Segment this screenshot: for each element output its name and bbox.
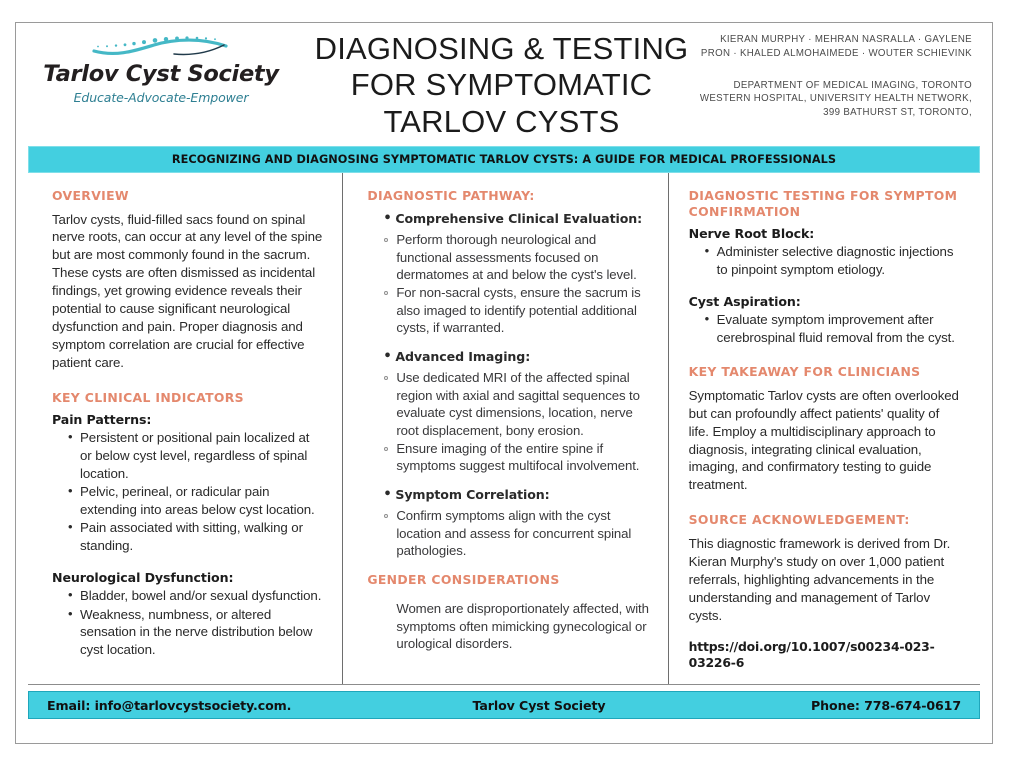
column-left — [28, 173, 343, 684]
list-item: • Pain associated with sitting, walking or standing. — [68, 519, 324, 554]
list-item: • Comprehensive Clinical Evaluation: — [383, 211, 649, 228]
list-item: Ensure imaging of the entire spine if symptoms suggest multifocal involvement. — [383, 440, 649, 475]
diagnostic-testing-heading: DIAGNOSTIC TESTING FOR SYMPTOM CONFIRMATION — [688, 188, 958, 219]
poster-header — [16, 23, 992, 146]
footer-organization: Tarlov Cyst Society — [472, 697, 606, 713]
pathway-sub-list — [367, 369, 649, 475]
pain-patterns-heading: Pain Patterns: — [52, 412, 152, 428]
gender-considerations-text: Women are disproportionately affected, with symptoms often mimicking gynecological or urological disorders. — [396, 601, 649, 652]
pathway-sub-list — [367, 231, 649, 337]
author-list: KIERAN MURPHY · MEHRAN NASRALLA · GAYLENE PRON · KHALED ALMOHAIMEDE · WOUTER SCHIEVINK — [700, 34, 972, 59]
list-item: Confirm symptoms align with the cyst location and assess for concurrent spinal pathologies. — [383, 507, 649, 559]
overview-heading: OVERVIEW — [52, 188, 129, 203]
diagnostic-pathway-heading: DIAGNOSTIC PATHWAY: — [367, 188, 535, 203]
gender-considerations-heading: GENDER CONSIDERATIONS — [367, 571, 560, 587]
key-clinical-indicators-heading: KEY CLINICAL INDICATORS — [52, 389, 244, 405]
pathway-group — [367, 487, 649, 560]
cyst-aspiration-heading: Cyst Aspiration: — [688, 294, 801, 310]
pathway-sub-list — [367, 507, 649, 559]
organization-logo — [16, 23, 306, 105]
pain-patterns-list — [52, 429, 324, 554]
column-right — [669, 173, 980, 684]
poster-container — [15, 22, 993, 744]
list-item: Use dedicated MRI of the affected spinal region with axial and sagittal sequences to evaluate cyst dimensions, location, nerve root displacement, bony erosion. — [383, 369, 649, 439]
list-item: • Bladder, bowel and/or sexual dysfunction. — [68, 587, 324, 605]
key-takeaway-text: Symptomatic Tarlov cysts are often overlooked but can profoundly affect patients' quality of life. Employ a multidisciplinary approach to diagnosis, integrating clinical evaluation, imaging, and confirmatory testing to guide treatment. — [688, 387, 959, 493]
contact-footer — [28, 691, 980, 719]
cyst-aspiration-list — [689, 311, 962, 346]
pathway-group — [367, 211, 649, 337]
logo-tagline: Educate-Advocate-Empower — [73, 89, 249, 105]
pathway-group — [367, 349, 649, 475]
list-item: • Symptom Correlation: — [383, 487, 649, 504]
list-item: • Persistent or positional pain localized at or below cyst level, regardless of spinal location. — [68, 429, 324, 482]
banner-text: RECOGNIZING AND DIAGNOSING SYMPTOMATIC TARLOV CYSTS: A GUIDE FOR MEDICAL PROFESSIONALS — [171, 153, 837, 166]
list-item: Perform thorough neurological and functional assessments focused on dermatomes at and below the cyst's level. — [383, 231, 649, 283]
list-item: For non-sacral cysts, ensure the sacrum is also imaged to identify potential additional cysts, if warranted. — [383, 284, 649, 336]
overview-text: Tarlov cysts, fluid-filled sacs found on spinal nerve roots, can occur at any level of the spine but are most commonly found in the sacrum. These cysts are often dismissed as incidental findings, yet growing evidence reveals their potential to cause significant neurological dysfunction and pain. Proper diagnosis and symptom correlation are crucial for effective patient care. — [52, 211, 323, 370]
list-item: • Weakness, numbness, or altered sensation in the nerve distribution below cyst location. — [68, 606, 324, 659]
source-acknowledgement-heading: SOURCE ACKNOWLEDGEMENT: — [688, 512, 910, 528]
content-columns — [28, 173, 980, 685]
list-item: • Advanced Imaging: — [383, 349, 649, 366]
affiliation-text: DEPARTMENT OF MEDICAL IMAGING, TORONTO WESTERN HOSPITAL, UNIVERSITY HEALTH NETWORK, 399 BATHURST ST, TORONTO, — [699, 79, 972, 119]
list-item: • Evaluate symptom improvement after cerebrospinal fluid removal from the cyst. — [705, 311, 962, 346]
title-block — [306, 23, 697, 140]
pathway-group-title-list — [367, 211, 649, 228]
pathway-group-title-list — [367, 487, 649, 504]
logo-name: Tarlov Cyst Society — [43, 61, 279, 87]
footer-email[interactable]: Email: info@tarlovcystsociety.com. — [47, 697, 292, 713]
nerve-root-block-heading: Nerve Root Block: — [688, 226, 815, 241]
wave-swoosh-icon — [86, 35, 236, 61]
page-title: DIAGNOSING & TESTING FOR SYMPTOMATIC TARLOV CYSTS — [314, 31, 689, 139]
subtitle-banner — [28, 146, 980, 173]
column-middle — [343, 173, 668, 684]
doi-link[interactable]: https://doi.org/10.1007/s00234-023-03226-6 — [688, 638, 935, 671]
nerve-root-block-list — [689, 243, 962, 278]
key-takeaway-heading: KEY TAKEAWAY FOR CLINICIANS — [688, 364, 921, 380]
pathway-group-title-list — [367, 349, 649, 366]
list-item: • Pelvic, perineal, or radicular pain extending into areas below cyst location. — [68, 483, 324, 518]
footer-phone[interactable]: Phone: 778-674-0617 — [811, 697, 961, 713]
neurological-dysfunction-heading: Neurological Dysfunction: — [52, 570, 234, 586]
source-acknowledgement-text: This diagnostic framework is derived from Dr. Kieran Murphy's study on over 1,000 patient referrals, highlighting advancements in the understanding and management of Tarlov cysts. — [688, 535, 951, 623]
list-item: • Administer selective diagnostic injections to pinpoint symptom etiology. — [705, 243, 962, 278]
neurological-dysfunction-list — [52, 587, 324, 658]
authors-block — [697, 23, 992, 120]
